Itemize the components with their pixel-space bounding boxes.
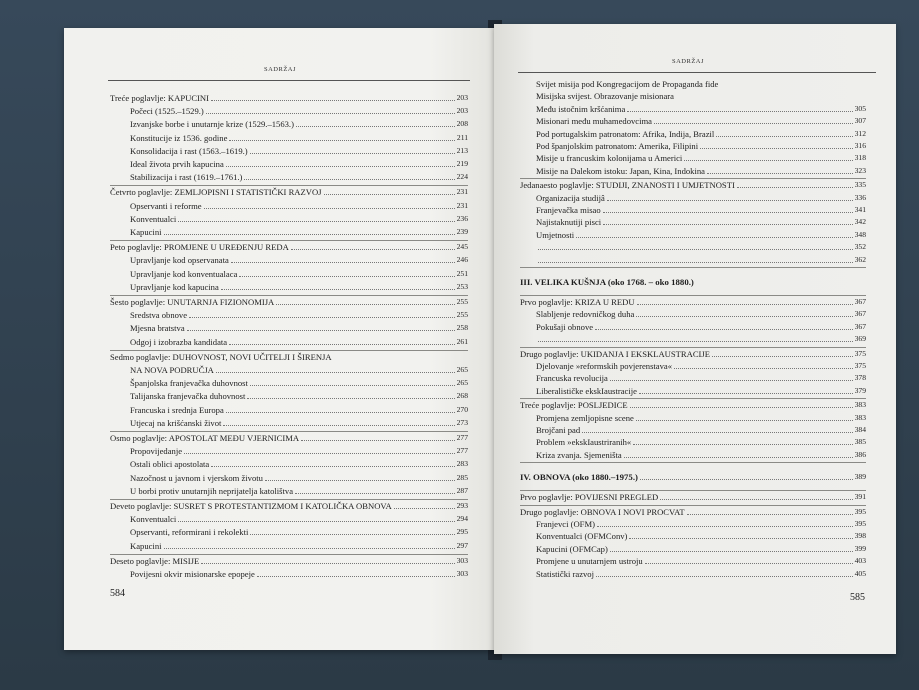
toc-title: Sredstva obnove [130, 310, 188, 321]
toc-page-number: 219 [456, 159, 468, 168]
leader-dots [229, 140, 455, 141]
toc-title: Španjolska franjevačka duhovnost [130, 378, 248, 389]
toc-title: Upravljanje kod kapucina [130, 281, 219, 292]
toc-page-number: 268 [456, 391, 468, 401]
toc-page-number: 208 [456, 119, 468, 129]
leader-dots [394, 508, 455, 509]
toc-title: Jedanaesto poglavlje: STUDIJI, ZNANOSTI I UMJETNOSTI [520, 180, 735, 191]
toc-title: NA NOVA PODRUČJA [130, 365, 214, 375]
toc-title: Kapucini (OFMCap) [536, 543, 608, 554]
leader-dots [276, 304, 454, 305]
toc-item [536, 385, 866, 397]
toc-page-number: 316 [854, 141, 866, 150]
toc-item [130, 132, 468, 144]
leader-dots [595, 329, 853, 330]
toc-page-number: 255 [456, 310, 468, 320]
toc-title: U borbi protiv unutarnjih neprijatelja katolištva [130, 485, 294, 496]
toc-page-number: 348 [854, 229, 866, 239]
toc-item [130, 118, 468, 130]
leader-dots [189, 317, 455, 318]
toc-title: Talijanska franjevačka duhovnost [130, 391, 246, 402]
toc-item [130, 485, 468, 497]
toc-title: Povijesni okvir misionarske epopeje [130, 569, 255, 579]
leader-dots [204, 208, 455, 209]
toc-item [536, 555, 866, 567]
toc-page-number: 336 [854, 192, 866, 202]
toc-item [130, 568, 468, 580]
toc-page-number: 246 [456, 255, 468, 265]
toc-page-number: 303 [456, 569, 468, 578]
leader-dots [201, 563, 454, 564]
running-head: SADRŽAJ [264, 66, 297, 73]
leader-dots [231, 262, 455, 263]
toc-title: Djelovanje »reformskih povjerenstava« [536, 361, 673, 371]
toc-item [130, 540, 468, 552]
leader-dots [674, 368, 853, 369]
toc-item [130, 145, 468, 157]
leader-dots [295, 493, 455, 494]
toc-page-number: 383 [854, 412, 866, 422]
leader-dots [226, 412, 455, 413]
toc-item [130, 472, 468, 484]
toc-page-number: 369 [854, 334, 866, 344]
toc-title: Treće poglavlje: KAPUCINI [110, 93, 209, 103]
toc-page-number: 303 [456, 555, 468, 565]
toc-title: Franjevačka misao [536, 205, 601, 215]
toc-title: Misije u francuskim kolonijama u Americi [536, 153, 683, 164]
leader-dots [636, 316, 852, 317]
toc-page-number: 367 [854, 321, 866, 331]
toc-chapter [110, 186, 468, 198]
toc-page-number: 253 [456, 281, 468, 291]
toc-item [536, 115, 866, 127]
leader-dots [250, 153, 455, 154]
leader-dots [538, 262, 853, 263]
leader-dots [265, 480, 455, 481]
leader-dots [603, 212, 853, 213]
leader-dots [654, 123, 853, 124]
toc-title: Pokušaji obnove [536, 321, 594, 332]
toc-page-number: 273 [456, 417, 468, 427]
leader-dots [737, 187, 853, 188]
toc-page-number: 305 [854, 103, 866, 113]
toc-item [130, 268, 468, 280]
leader-dots [216, 372, 455, 373]
toc-title: Prvo poglavlje: POVIJESNI PREGLED [520, 492, 659, 503]
toc-title: Liberalističke ekskIaustracije [536, 385, 637, 396]
toc-page-number: 367 [854, 297, 866, 306]
toc-page-number: 403 [854, 556, 866, 566]
toc-chapter [520, 348, 866, 360]
toc-page-number: 367 [854, 309, 866, 319]
toc-item [130, 254, 468, 266]
toc-item [536, 530, 866, 542]
toc-item [536, 372, 866, 384]
toc-item [536, 321, 866, 333]
toc-page-number: 231 [456, 200, 468, 210]
toc-page-number: 203 [456, 106, 468, 116]
toc-page-number: 341 [854, 205, 866, 214]
toc-title: Mjesna bratstva [130, 323, 185, 334]
toc-item [130, 417, 468, 429]
toc-item [130, 336, 468, 348]
toc-chapter [520, 296, 866, 308]
toc-title: Konsolidacija i rast (1563.–1619.) [130, 145, 248, 156]
toc-item [536, 152, 866, 164]
toc-chapter [110, 92, 468, 104]
toc-item [130, 526, 468, 538]
toc-page-number: 277 [456, 433, 468, 442]
toc-title: Izvanjske borbe i unutarnje krize (1529.–1563.) [130, 119, 294, 130]
toc-item [536, 518, 866, 530]
toc-page-number: 352 [854, 242, 866, 252]
toc-page-number: 285 [456, 472, 468, 482]
toc-page-number: 398 [854, 531, 866, 541]
toc-page-number: 395 [854, 519, 866, 528]
leader-dots [700, 148, 853, 149]
toc-title: Svijet misija pod Kongregacijom de Propaganda fide [536, 79, 719, 89]
leader-dots [636, 420, 853, 421]
leader-dots [229, 344, 454, 345]
toc-title: Upravljanje kod konventualaca [130, 268, 238, 279]
toc-page-number: 391 [854, 492, 866, 502]
toc-page-number: 375 [854, 348, 866, 358]
toc-title: Treće poglavlje: POSLJEDICE [520, 400, 628, 411]
leader-dots [624, 457, 853, 458]
toc-title: Francuska i srednja Europa [130, 404, 224, 415]
toc-page-number: 399 [854, 543, 866, 553]
toc-title: Četvrto poglavlje: ZEMLJOPISNI I STATISTIČKI RAZVOJ [110, 187, 322, 198]
leader-dots [538, 341, 853, 342]
toc-chapter [110, 241, 468, 253]
toc-title: Ostali oblici apostolata [130, 459, 210, 470]
toc-title: Promjena zemljopisne scene [536, 412, 634, 423]
toc-title: Drugo poglavlje: UKIDANJA I EKSKLAUSTRACIJE [520, 348, 711, 359]
toc-page-number: 213 [456, 145, 468, 155]
leader-dots [296, 126, 455, 127]
leader-dots [239, 276, 454, 277]
toc-page-number: 293 [456, 501, 468, 510]
toc-page-number: 379 [854, 385, 866, 395]
leader-dots [630, 407, 853, 408]
leader-dots [576, 237, 852, 238]
leader-dots [187, 330, 455, 331]
toc-page-number: 287 [456, 485, 468, 495]
page-number: 584 [110, 588, 125, 599]
toc-title: Kriza zvanja. Sjemeništa [536, 449, 622, 460]
toc-title: Odgoj i izobrazba kandidata [130, 336, 228, 347]
leader-dots [716, 136, 852, 137]
toc-title: Osmo poglavlje: APOSTOLAT MEĐU VJERNICIMA [110, 433, 300, 443]
toc-page-number: 335 [854, 180, 866, 190]
toc-part-heading [520, 471, 866, 483]
toc-page-number: 323 [854, 165, 866, 175]
toc-item [536, 543, 866, 555]
toc-page-number: 236 [456, 213, 468, 223]
toc-item [536, 254, 866, 266]
toc-chapter [110, 296, 468, 308]
running-head: SADRŽAJ [672, 58, 705, 65]
toc-title: Konventualci (OFMConv) [536, 531, 628, 542]
toc-title: Konventualci [130, 213, 177, 224]
toc-item [130, 322, 468, 334]
leader-dots [250, 534, 454, 535]
left-page [64, 28, 494, 650]
toc-title: Deseto poglavlje: MISIJE [110, 555, 200, 566]
toc-chapter [110, 351, 468, 363]
toc-title: Brojčani pad [536, 425, 581, 435]
toc-item [536, 165, 866, 177]
toc-title: IV. OBNOVA (oko 1880.–1975.) [520, 472, 638, 483]
toc-page-number: 224 [456, 172, 468, 182]
toc-chapter [520, 506, 866, 518]
toc-title: Prvo poglavlje: KRIZA U REDU [520, 297, 635, 307]
toc-chapter [110, 432, 468, 444]
toc-item [536, 192, 866, 204]
toc-part-heading [520, 276, 866, 288]
toc-item [130, 158, 468, 170]
toc-title: Drugo poglavlje: OBNOVA I NOVI PROCVAT [520, 506, 685, 517]
toc-item [536, 241, 866, 253]
toc-page-number: 283 [456, 459, 468, 469]
toc-title: Konventualci [130, 514, 177, 525]
toc-chapter [520, 491, 866, 503]
toc-item [536, 568, 866, 580]
toc-title: Peto poglavlje: PROMJENE U UREĐENJU REDA [110, 242, 289, 253]
leader-dots [640, 479, 853, 480]
toc-title: Misijska svijest. Obrazovanje misionara [536, 91, 674, 102]
toc-item [130, 364, 468, 376]
toc-title: Kapucini [130, 540, 162, 551]
toc-page-number: 386 [854, 449, 866, 459]
toc-item [536, 424, 866, 436]
toc-item [536, 436, 866, 448]
leader-dots [603, 224, 852, 225]
leader-dots [707, 173, 853, 174]
toc-page-number: 211 [456, 132, 468, 142]
toc-separator [520, 267, 866, 268]
leader-dots [301, 440, 455, 441]
leader-dots [164, 234, 455, 235]
leader-dots [164, 548, 455, 549]
toc-title: Problem »ekskIaustriranih« [536, 437, 632, 448]
header-rule [518, 72, 876, 73]
leader-dots [684, 160, 852, 161]
toc-title: Organizacija studijâ [536, 192, 605, 203]
leader-dots [607, 200, 853, 201]
toc-page-number: 375 [854, 361, 866, 370]
toc-title: Franjevci (OFM) [536, 519, 595, 529]
toc-title: Misionari među muhamedovcima [536, 116, 652, 127]
toc-page-number: 295 [456, 527, 468, 537]
toc-title: Deveto poglavlje: SUSRET S PROTESTANTIZMOM I KATOLIČKA OBNOVA [110, 501, 392, 511]
toc-title: Počeci (1525.–1529.) [130, 106, 204, 117]
toc-page-number: 395 [854, 506, 866, 516]
toc-title: Statistički razvoj [536, 568, 594, 579]
leader-dots [206, 113, 455, 114]
leader-dots [178, 521, 454, 522]
toc-title: Pod portugalskim patronatom: Afrika, Indija, Brazil [536, 128, 715, 139]
toc-page-number: 383 [854, 400, 866, 410]
toc-page-number: 294 [456, 514, 468, 524]
toc-page-number: 277 [456, 446, 468, 456]
toc-page-number: 362 [854, 254, 866, 264]
toc-item [130, 445, 468, 457]
toc-item [536, 412, 866, 424]
toc-item [130, 513, 468, 525]
toc-title: Utjecaj na krišćanski život [130, 417, 222, 428]
toc-item [130, 171, 468, 183]
toc-title: Promjene u unutarnjem ustroju [536, 556, 643, 567]
toc-title: Stabilizacija i rast (1619.–1761.) [130, 172, 243, 183]
toc-item [536, 90, 866, 102]
leader-dots [257, 576, 455, 577]
leader-dots [627, 111, 852, 112]
leader-dots [184, 453, 455, 454]
leader-dots [291, 249, 455, 250]
leader-dots [596, 576, 853, 577]
toc-item [130, 309, 468, 321]
toc-title: Misije na Dalekom istoku: Japan, Kina, Indokina [536, 165, 705, 176]
toc-page-number: 245 [456, 242, 468, 252]
toc-page-number: 307 [854, 116, 866, 126]
toc-title: Opservanti, reformirani i rekolekti [130, 527, 249, 538]
toc-title: Pod španjolskim patronatom: Amerika, Filipini [536, 141, 699, 151]
leader-dots [178, 221, 454, 222]
toc-item [536, 103, 866, 115]
toc-item [536, 128, 866, 140]
toc-page-number: 255 [456, 297, 468, 306]
toc-title: Šesto poglavlje: UNUTARNJA FIZIONOMIJA [110, 297, 275, 307]
toc-item [130, 390, 468, 402]
toc-page-number: 251 [456, 268, 468, 278]
toc-title: Upravljanje kod opservanata [130, 255, 229, 266]
toc-title: III. VELIKA KUŠNJA (oko 1768. – oko 1880.) [520, 277, 694, 287]
toc-title: Opservanti i reforme [130, 200, 202, 211]
toc-page-number: 258 [456, 323, 468, 333]
leader-dots [610, 551, 853, 552]
toc-page-number: 203 [456, 93, 468, 102]
leader-dots [250, 385, 455, 386]
toc-page-number: 318 [854, 153, 866, 163]
leader-dots [538, 249, 853, 250]
toc-page-number: 297 [456, 540, 468, 550]
toc-page-number: 312 [854, 128, 866, 138]
toc-title: Najistaknutiji pisci [536, 217, 602, 228]
toc-chapter [110, 500, 468, 512]
leader-dots [637, 304, 853, 305]
toc-title: Slabljenje redovničkog duha [536, 309, 635, 320]
toc-item [536, 229, 866, 241]
page-number: 585 [850, 592, 865, 603]
leader-dots [597, 526, 853, 527]
right-page [494, 24, 896, 654]
toc-page-number: 265 [456, 365, 468, 374]
leader-dots [633, 444, 852, 445]
toc-item [536, 216, 866, 228]
toc-item [130, 458, 468, 470]
leader-dots [712, 356, 853, 357]
leader-dots [223, 425, 454, 426]
leader-dots [629, 538, 852, 539]
toc-separator [520, 462, 866, 463]
toc-title: Sedmo poglavlje: DUHOVNOST, NOVI UČITELJI I ŠIRENJA [110, 351, 332, 362]
leader-dots [582, 432, 852, 433]
toc-page-number: 231 [456, 187, 468, 197]
toc-title: Konstitucije iz 1536. godine [130, 132, 228, 143]
header-rule [108, 80, 470, 81]
toc-chapter [110, 555, 468, 567]
leader-dots [645, 563, 853, 564]
toc-title: Francuska revolucija [536, 373, 608, 384]
toc-page-number: 265 [456, 378, 468, 388]
toc-page-number: 239 [456, 227, 468, 236]
toc-page-number: 389 [854, 472, 866, 482]
toc-item [130, 200, 468, 212]
toc-title: Ideal života prvih kapucina [130, 159, 224, 169]
leader-dots [639, 393, 853, 394]
leader-dots [247, 398, 454, 399]
toc-title: Umjetnosti [536, 229, 575, 240]
leader-dots [211, 100, 455, 101]
toc-title: Nazočnost u javnom i vjerskom životu [130, 472, 263, 483]
toc-item [536, 78, 866, 90]
leader-dots [687, 514, 853, 515]
leader-dots [660, 499, 852, 500]
toc-page-number: 378 [854, 373, 866, 383]
toc-chapter [520, 399, 866, 411]
toc-page-number: 405 [854, 568, 866, 578]
toc-item [536, 333, 866, 345]
toc-title: Propovijedanje [130, 446, 183, 457]
toc-title: Među istočnim kršćanima [536, 103, 626, 114]
toc-item [130, 404, 468, 416]
leader-dots [610, 380, 853, 381]
toc-item [130, 105, 468, 117]
toc-page-number: 384 [854, 425, 866, 434]
leader-dots [211, 466, 454, 467]
toc-item [130, 213, 468, 225]
toc-item [130, 281, 468, 293]
toc-page-number: 385 [854, 437, 866, 447]
toc-title: Kapucini [130, 227, 162, 237]
toc-item [130, 226, 468, 238]
toc-item [536, 140, 866, 152]
leader-dots [221, 289, 455, 290]
toc-chapter [520, 179, 866, 191]
toc-item [130, 377, 468, 389]
toc-item [536, 449, 866, 461]
leader-dots [244, 179, 454, 180]
toc-item [536, 204, 866, 216]
toc-page-number: 261 [456, 336, 468, 346]
toc-page-number: 342 [854, 217, 866, 227]
leader-dots [324, 194, 455, 195]
toc-page-number: 270 [456, 404, 468, 414]
toc-item [536, 308, 866, 320]
leader-dots [226, 166, 455, 167]
toc-item [536, 360, 866, 372]
